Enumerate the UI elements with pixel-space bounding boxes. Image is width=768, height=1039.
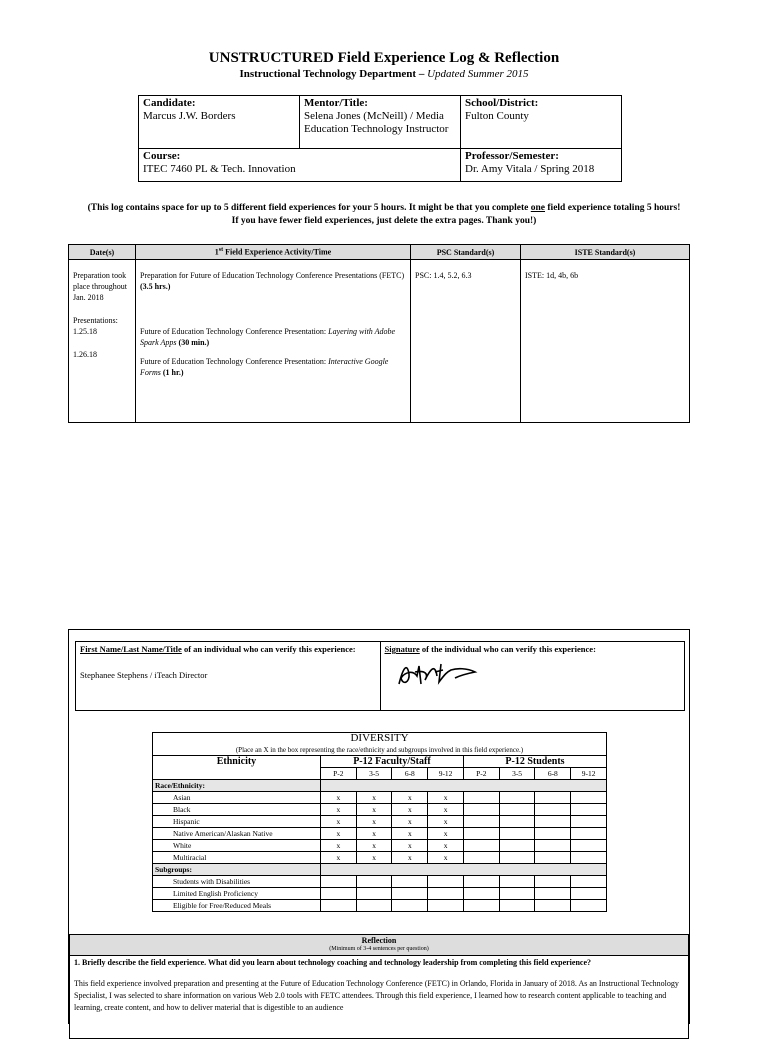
race-row <box>153 840 607 852</box>
diversity-checkbox[interactable]: x <box>392 852 428 864</box>
activity-1: Preparation for Future of Education Technology Conference Presentations (FETC) (3.5 hrs.) <box>140 271 405 291</box>
school-cell <box>461 96 622 149</box>
diversity-checkbox[interactable] <box>356 900 392 912</box>
subgroup-row <box>153 888 607 900</box>
subgroup-row <box>153 876 607 888</box>
field-experience-table <box>68 244 690 423</box>
professor-cell <box>461 149 622 182</box>
verifier-name-value: Stephanee Stephens / iTeach Director <box>80 670 208 680</box>
candidate-cell <box>139 96 300 149</box>
signature-image <box>385 654 485 694</box>
signature-label: Signature of the individual who can verify this experience: <box>384 644 596 654</box>
diversity-checkbox[interactable] <box>571 888 607 900</box>
diversity-checkbox[interactable] <box>356 876 392 888</box>
diversity-checkbox[interactable] <box>463 804 499 816</box>
diversity-checkbox[interactable]: x <box>392 792 428 804</box>
students-header: P-12 Students <box>463 756 606 768</box>
diversity-checkbox[interactable] <box>571 828 607 840</box>
race-row <box>153 816 607 828</box>
subgroup-row-label: Limited English Proficiency <box>153 888 321 900</box>
race-row-label: Hispanic <box>153 816 321 828</box>
diversity-checkbox[interactable] <box>463 876 499 888</box>
diversity-checkbox[interactable] <box>463 816 499 828</box>
diversity-checkbox[interactable] <box>392 876 428 888</box>
grade-header: 9-12 <box>428 768 464 780</box>
race-row <box>153 852 607 864</box>
grade-header: 9-12 <box>571 768 607 780</box>
diversity-checkbox[interactable] <box>499 840 535 852</box>
reflection-header <box>70 935 689 956</box>
mentor-value: Selena Jones (McNeill) / Media Education Technology Instructor <box>304 110 449 135</box>
race-row-label: Native American/Alaskan Native <box>153 828 321 840</box>
subgroup-rows <box>153 876 607 912</box>
grade-header: 6-8 <box>535 768 571 780</box>
diversity-checkbox[interactable] <box>499 828 535 840</box>
course-label: Course: <box>143 150 181 162</box>
diversity-checkbox[interactable]: x <box>392 828 428 840</box>
race-label: Race/Ethnicity: <box>153 780 321 792</box>
ethnicity-header: Ethnicity <box>153 756 321 780</box>
professor-label: Professor/Semester: <box>465 150 559 162</box>
diversity-checkbox[interactable] <box>320 888 356 900</box>
diversity-checkbox[interactable]: x <box>356 852 392 864</box>
diversity-title: DIVERSITY <box>153 733 607 747</box>
race-row <box>153 792 607 804</box>
candidate-value: Marcus J.W. Borders <box>143 110 236 122</box>
diversity-checkbox[interactable]: x <box>428 828 464 840</box>
diversity-checkbox[interactable] <box>499 804 535 816</box>
grade-header: P-2 <box>463 768 499 780</box>
verification-table <box>75 641 685 711</box>
diversity-checkbox[interactable] <box>392 900 428 912</box>
diversity-checkbox[interactable] <box>428 900 464 912</box>
diversity-checkbox[interactable] <box>535 792 571 804</box>
iste-cell: ISTE: 1d, 4b, 6b <box>521 260 690 423</box>
diversity-checkbox[interactable] <box>571 852 607 864</box>
diversity-checkbox[interactable] <box>535 888 571 900</box>
signature-cell <box>380 642 685 711</box>
psc-cell: PSC: 1.4, 5.2, 6.3 <box>411 260 521 423</box>
race-row-label: White <box>153 840 321 852</box>
diversity-instruction: (Place an X in the box representing the race/ethnicity and subgroups involved in this field experience.) <box>153 746 607 756</box>
reflection-answer-cell <box>70 956 689 1039</box>
course-value: ITEC 7460 PL & Tech. Innovation <box>143 163 296 175</box>
iste-header: ISTE Standard(s) <box>521 245 690 260</box>
verifier-name-cell <box>76 642 381 711</box>
school-label: School/District: <box>465 97 539 109</box>
instructions-note <box>84 202 684 228</box>
diversity-checkbox[interactable] <box>571 900 607 912</box>
activity-2: Future of Education Technology Conference Presentation: Layering with Adobe Spark Apps (30 min.) <box>140 327 396 347</box>
diversity-checkbox[interactable] <box>499 900 535 912</box>
diversity-checkbox[interactable] <box>499 876 535 888</box>
diversity-checkbox[interactable]: x <box>392 840 428 852</box>
diversity-checkbox[interactable] <box>571 840 607 852</box>
diversity-checkbox[interactable] <box>571 792 607 804</box>
diversity-checkbox[interactable] <box>571 804 607 816</box>
verifier-name-label: First Name/Last Name/Title of an individual who can verify this experience: <box>80 644 356 654</box>
activity-cell <box>136 260 411 423</box>
diversity-checkbox[interactable] <box>499 816 535 828</box>
grade-header: 6-8 <box>392 768 428 780</box>
diversity-checkbox[interactable]: x <box>356 816 392 828</box>
diversity-checkbox[interactable] <box>463 888 499 900</box>
diversity-checkbox[interactable] <box>428 888 464 900</box>
school-value: Fulton County <box>465 110 529 122</box>
psc-header: PSC Standard(s) <box>411 245 521 260</box>
grade-header: 3-5 <box>499 768 535 780</box>
diversity-checkbox[interactable]: x <box>320 792 356 804</box>
diversity-checkbox[interactable] <box>499 888 535 900</box>
date-presentation-2: 1.26.18 <box>73 350 97 359</box>
diversity-checkbox[interactable] <box>392 888 428 900</box>
reflection-title: Reflection <box>361 936 397 945</box>
diversity-checkbox[interactable]: x <box>320 840 356 852</box>
grade-header: P-2 <box>320 768 356 780</box>
diversity-checkbox[interactable] <box>463 840 499 852</box>
diversity-checkbox[interactable] <box>463 852 499 864</box>
dates-cell <box>69 260 136 423</box>
diversity-checkbox[interactable] <box>499 792 535 804</box>
subgroup-row-label: Eligible for Free/Reduced Meals <box>153 900 321 912</box>
dates-header: Date(s) <box>69 245 136 260</box>
diversity-checkbox[interactable] <box>499 852 535 864</box>
diversity-checkbox[interactable]: x <box>428 816 464 828</box>
info-table <box>138 95 622 182</box>
reflection-question-1: 1. Briefly describe the field experience. What did you learn about technology coaching and technology leadership from completing this field experience? <box>74 958 592 967</box>
diversity-checkbox[interactable]: x <box>356 828 392 840</box>
diversity-checkbox[interactable]: x <box>320 804 356 816</box>
diversity-checkbox[interactable] <box>535 900 571 912</box>
diversity-checkbox[interactable] <box>535 876 571 888</box>
mentor-label: Mentor/Title: <box>304 97 368 109</box>
diversity-checkbox[interactable] <box>320 876 356 888</box>
race-row-label: Black <box>153 804 321 816</box>
note-text-2: field experience totaling 5 hours! If you have fewer field experiences, just delete the extra pages. Thank you!) <box>231 203 681 226</box>
diversity-checkbox[interactable] <box>356 888 392 900</box>
diversity-checkbox[interactable]: x <box>356 840 392 852</box>
diversity-checkbox[interactable]: x <box>392 816 428 828</box>
diversity-checkbox[interactable] <box>571 816 607 828</box>
diversity-checkbox[interactable] <box>535 816 571 828</box>
grade-header: 3-5 <box>356 768 392 780</box>
diversity-checkbox[interactable]: x <box>320 852 356 864</box>
diversity-checkbox[interactable]: x <box>428 852 464 864</box>
professor-value: Dr. Amy Vitala / Spring 2018 <box>465 163 595 175</box>
race-row <box>153 828 607 840</box>
diversity-checkbox[interactable] <box>463 792 499 804</box>
race-row <box>153 804 607 816</box>
race-rows <box>153 792 607 864</box>
diversity-checkbox[interactable] <box>428 876 464 888</box>
diversity-table <box>152 732 607 912</box>
candidate-label: Candidate: <box>143 97 196 109</box>
faculty-header: P-12 Faculty/Staff <box>320 756 463 768</box>
diversity-checkbox[interactable]: x <box>428 840 464 852</box>
diversity-checkbox[interactable] <box>535 828 571 840</box>
subgroup-row <box>153 900 607 912</box>
diversity-checkbox[interactable]: x <box>428 792 464 804</box>
date-presentation-1: Presentations: 1.25.18 <box>73 316 118 336</box>
page-subtitle <box>0 68 768 80</box>
subgroup-row-label: Students with Disabilities <box>153 876 321 888</box>
race-row-label: Multiracial <box>153 852 321 864</box>
activity-3: Future of Education Technology Conference Presentation: Interactive Google Forms (1 hr.) <box>140 357 389 377</box>
reflection-subtitle: (Minimum of 3-4 sentences per question) <box>329 946 429 952</box>
mentor-cell <box>300 96 461 149</box>
verification-section <box>68 629 690 1024</box>
course-cell <box>139 149 461 182</box>
diversity-checkbox[interactable]: x <box>320 816 356 828</box>
diversity-checkbox[interactable] <box>571 876 607 888</box>
page-title: UNSTRUCTURED Field Experience Log & Reflection <box>208 50 560 66</box>
diversity-checkbox[interactable]: x <box>428 804 464 816</box>
race-row-label: Asian <box>153 792 321 804</box>
note-text-1: (This log contains space for up to 5 different field experiences for your 5 hours. It might be that you complete <box>87 203 531 213</box>
date-prep: Preparation took place throughout Jan. 2018 <box>73 271 127 302</box>
diversity-checkbox[interactable] <box>535 804 571 816</box>
activity-header: 1st Field Experience Activity/Time <box>136 245 411 260</box>
diversity-checkbox[interactable] <box>463 900 499 912</box>
race-label-fill <box>320 780 606 792</box>
updated-text: Updated Summer 2015 <box>427 68 529 80</box>
diversity-checkbox[interactable] <box>320 900 356 912</box>
diversity-checkbox[interactable]: x <box>356 792 392 804</box>
diversity-checkbox[interactable]: x <box>356 804 392 816</box>
diversity-checkbox[interactable] <box>463 828 499 840</box>
reflection-table <box>69 934 689 1039</box>
department-text: Instructional Technology Department – <box>239 68 428 80</box>
diversity-checkbox[interactable]: x <box>392 804 428 816</box>
subgroups-label-fill <box>320 864 606 876</box>
diversity-checkbox[interactable]: x <box>320 828 356 840</box>
diversity-checkbox[interactable] <box>535 852 571 864</box>
reflection-answer-1: This field experience involved preparation and presenting at the Future of Education Technology Conference (FETC) in Orlando, Florida in January of 2018. As an Instructional Technology Specialist, I was selected to share information on various Web 2.0 tools with FETC attendees. Through this field experience, I learned how to research content applicable to teaching and learning, create content, and how to deliver material that is digestible to an audience <box>74 979 679 1012</box>
subgroups-label: Subgroups: <box>153 864 321 876</box>
note-emphasis: one <box>530 203 546 213</box>
diversity-checkbox[interactable] <box>535 840 571 852</box>
